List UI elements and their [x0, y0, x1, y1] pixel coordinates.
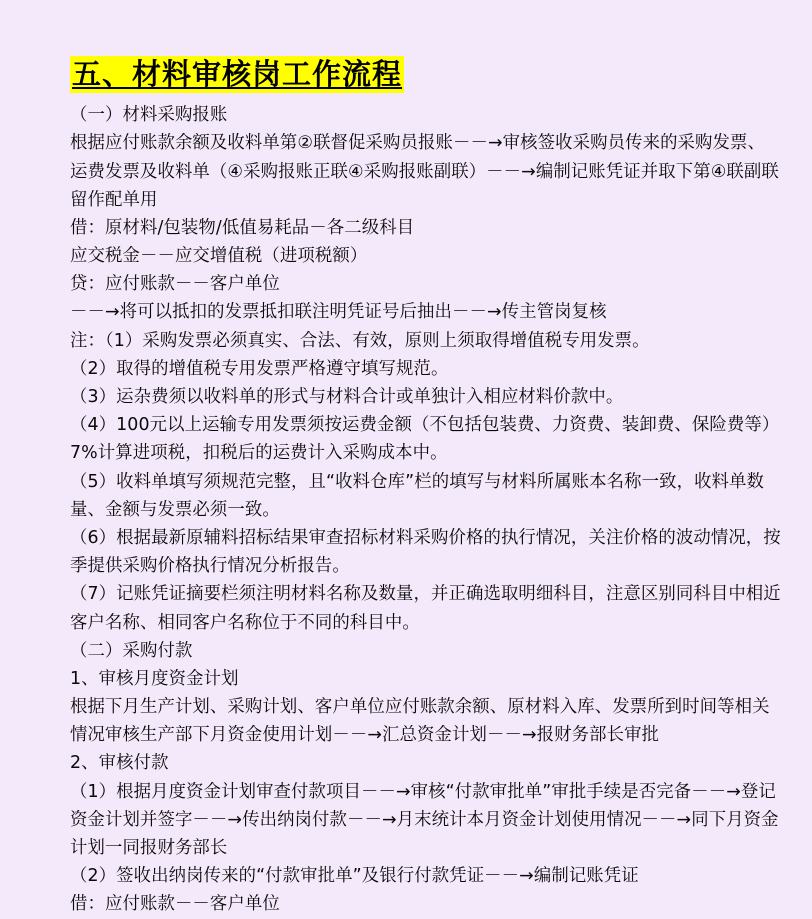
note-item-1: 注：（1）采购发票必须真实、合法、有效，原则上须取得增值税专用发票。 — [70, 330, 650, 351]
subsection-heading-monthly-fund-plan: 1、审核月度资金计划 — [70, 668, 239, 689]
note-item-6: （6）根据最新原辅料招标结果审查招标材料采购价格的执行情况，关注价格的波动情况，按季提供采购价格执行情况分析报告。 — [70, 527, 781, 577]
subsection-heading-payment-review: 2、审核付款 — [70, 753, 169, 774]
paragraph-deduction-flow: －－→将可以抵扣的发票抵扣联注明凭证号后抽出－－→传主管岗复核 — [70, 302, 607, 323]
section-heading-procurement-payment: （二）采购付款 — [70, 640, 193, 661]
document-title-row — [70, 55, 782, 94]
journal-entry-tax-payable: 应交税金－－应交增值税（进项税额） — [70, 246, 368, 267]
page-title: 五、材料审核岗工作流程 — [72, 57, 403, 91]
note-item-7: （7）记账凭证摘要栏须注明材料名称及数量，并正确选取明细科目，注意区别同科目中相近客户名称、相同客户名称位于不同的科目中。 — [70, 584, 781, 633]
journal-entry-credit-accounts-payable: 贷：应付账款－－客户单位 — [70, 274, 280, 295]
document-body — [70, 0, 782, 919]
paragraph-monthly-fund-plan-process: 根据下月生产计划、采购计划、客户单位应付账款余额、原材料入库、发票所到时间等相关情况审核生产部下月资金使用计划－－→汇总资金计划－－→报财务部长审批 — [70, 697, 770, 746]
paragraph-procurement-process: 根据应付账款余额及收料单第②联督促采购员报账－－→审核签收采购员传来的采购发票、运费发票及收料单（④采购报账正联④采购报账副联）－－→编制记账凭证并取下第④联副联留作配单用 — [70, 133, 779, 210]
note-item-3: （3）运杂费须以收料单的形式与材料合计或单独计入相应材料价款中。 — [70, 387, 624, 408]
note-item-2: （2）取得的增值税专用发票严格遵守填写规范。 — [70, 358, 449, 379]
paragraph-payment-review-step-2: （2）签收出纳岗传来的“付款审批单”及银行付款凭证－－→编制记账凭证 — [70, 866, 639, 887]
paragraph-payment-review-step-1: （1）根据月度资金计划审查付款项目－－→审核“付款审批单”审批手续是否完备－－→登记资金计划并签字－－→传出纳岗付款－－→月末统计本月资金计划使用情况－－→同下月资金计划一同报财务部长 — [70, 781, 779, 859]
note-item-4: （4）100元以上运输专用发票须按运费金额（不包括包装费、力资费、装卸费、保险费等）7%计算进项税，扣税后的运费计入采购成本中。 — [70, 415, 780, 464]
journal-entry-debit-accounts-payable: 借：应付账款－－客户单位 — [70, 894, 280, 915]
section-heading-material-procurement: （一）材料采购报账 — [70, 105, 228, 126]
note-item-5: （5）收料单填写须规范完整，且“收料仓库”栏的填写与材料所属账本名称一致，收料单数量、金额与发票必须一致。 — [70, 471, 765, 520]
journal-entry-debit-raw-material: 借：原材料/包装物/低值易耗品－各二级科目 — [70, 217, 415, 238]
document-content — [70, 101, 782, 918]
